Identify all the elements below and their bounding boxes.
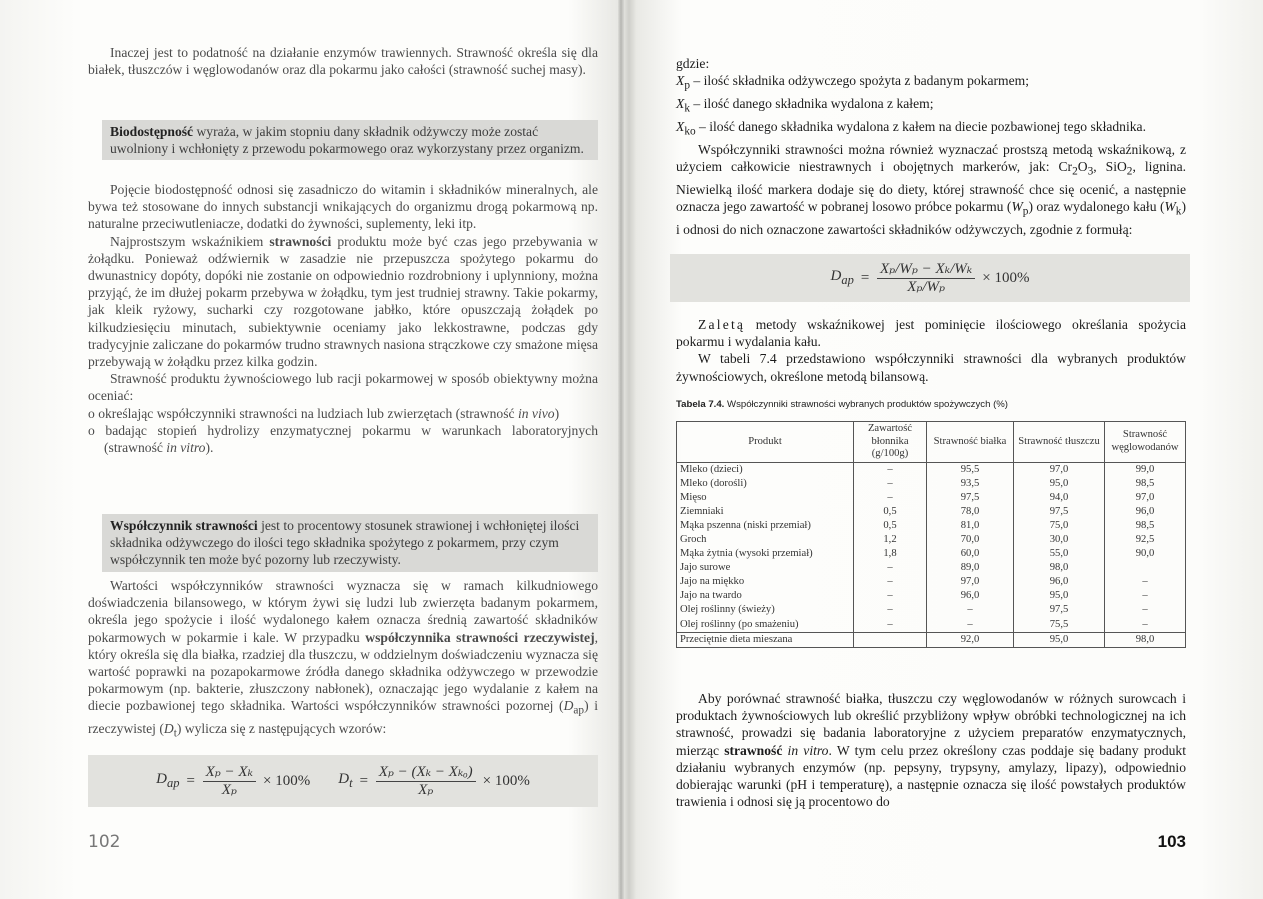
bullet2-c: ).: [205, 440, 214, 456]
right-p1: [676, 141, 1186, 238]
left-page: [88, 0, 598, 899]
bullet1-a: o określając współczynniki strawności na ludziach lub zwierzętach (strawność: [88, 405, 518, 421]
table-cell-value: 96,0: [1014, 575, 1105, 589]
table-cell-value: 1,8: [854, 547, 927, 561]
left-paragraph-5: [88, 577, 598, 743]
where-label: gdzie:: [676, 56, 710, 71]
rp1-b: 2: [1072, 165, 1078, 178]
table-row: [677, 505, 1186, 519]
table-row: [677, 589, 1186, 603]
left-p5-a: Wartości współczynników strawności wyznacza się w ramach kilkudniowego doświadczenia bilansowego, w którym żywi się ludzi lub zwierzęta badanym pokarmem, określa jego spożycie i ilość wydalonego kałem oznacza średnią zawartość składników pokarmowych w pokarmie i kale. W przypadku: [88, 578, 598, 645]
rp4-bold: strawność: [724, 742, 783, 758]
f3-lhs-sub: ap: [841, 273, 854, 287]
table-cell-value: 75,0: [1014, 519, 1105, 533]
left-p5-c: , który określa się dla białka, rzadziej dla tłuszczu, w oddzielnym doświadczeniu wyznacza się wartość poprawki na pozapokarmowe źródła danego składnika odżywczego w przewodzie pokarmowym (np. bakterie, złuszczony nabłonek), oznaczając jego wydalanie z kałem na diecie pozbawionej tego składnika. Wartości współczynników strawności pozornej (: [88, 629, 598, 714]
f1-fraction: [203, 764, 256, 799]
table-cell-value: –: [854, 462, 927, 477]
table-cell-value: –: [854, 491, 927, 505]
table-cell-value: –: [854, 589, 927, 603]
rp4-italic: in vitro: [782, 742, 829, 758]
table-cell-value: 55,0: [1014, 547, 1105, 561]
table-cell-value: 97,5: [1014, 603, 1105, 617]
table-row: [677, 561, 1186, 575]
def2-sub: ko: [684, 125, 696, 138]
f2-tail: × 100%: [482, 772, 530, 789]
rp1-k: W: [1164, 199, 1176, 215]
rp1-g: , lignina. Niewielką ilość markera dodaje się do diety, której strawność chce się ocenić, a następnie oznacza jego zawartość w pobranej losowo próbce pokarmu (: [676, 159, 1187, 215]
table-cell-value: 78,0: [927, 505, 1014, 519]
th-bialko: Strawność białka: [927, 422, 1014, 463]
table-cell-value: 0,5: [854, 505, 927, 519]
bullet1-c: ): [554, 405, 560, 421]
table-row: [677, 491, 1186, 505]
def0-sub: p: [684, 79, 690, 92]
table-cell-value: 95,0: [1014, 589, 1105, 603]
f1-lhs-sub: ap: [166, 776, 180, 790]
left-p2-text: Pojęcie biodostępność odnosi się zasadniczo do witamin i składników mineralnych, ale bywa też stosowane do innych substancji wnikających do organizmu drogą pokarmową np. naturalne przeciwutleniacze, dodatki do żywności, suplementy, leki itp.: [88, 182, 598, 232]
th-blonnik: Zawartość błonnika (g/100g): [854, 422, 927, 463]
f1-eq: =: [185, 772, 196, 789]
right-p3: W tabeli 7.4 przedstawiono współczynniki strawności dla wybranych produktów żywnościowych, określone metodą bilansową.: [676, 351, 1186, 384]
table-cell-value: 98,5: [1105, 519, 1186, 533]
table-row-total: [677, 632, 1186, 647]
table-cell-product: Jajo na miękko: [677, 575, 854, 589]
table-cell-value: 1,2: [854, 533, 927, 547]
caption-text: Współczynniki strawności wybranych produktów spożywczych (%): [724, 399, 1008, 410]
f3-eq: =: [859, 269, 871, 286]
table-row: [677, 575, 1186, 589]
table-cell-value: 95,0: [1014, 477, 1105, 491]
left-page-number: 102: [88, 832, 121, 852]
f2-lhs: [338, 771, 352, 791]
bullet2-italic: in vitro: [166, 440, 206, 456]
table-cell-value: 92,0: [927, 632, 1014, 647]
f1-lhs: [156, 771, 179, 791]
f3-num: Xₚ/Wₚ − Xₖ/Wₖ: [877, 261, 975, 279]
def-xp: [676, 72, 1186, 95]
table-cell-value: –: [854, 561, 927, 575]
table-cell-value: 98,5: [1105, 477, 1186, 491]
table-cell-value: 30,0: [1014, 533, 1105, 547]
digestibility-table: [676, 421, 1186, 648]
def1-sym: X: [676, 96, 685, 112]
table-cell-product: Groch: [677, 533, 854, 547]
table-cell-value: 96,0: [927, 589, 1014, 603]
table-cell-value: 98,0: [1014, 561, 1105, 575]
right-paragraphs-mid: [676, 316, 1186, 385]
table-cell-value: 94,0: [1014, 491, 1105, 505]
f1-tail: × 100%: [263, 772, 311, 789]
rp2-spaced: Zaletą: [698, 317, 746, 332]
table-cell-value: –: [1105, 603, 1186, 617]
table-cell-value: 96,0: [1105, 505, 1186, 519]
th-produkt: Produkt: [677, 422, 854, 463]
rp1-c: O: [1077, 159, 1088, 175]
table-cell-product: Jajo surowe: [677, 561, 854, 575]
bullet2-a: o badając stopień hydrolizy enzymatycznej pokarmu w warunkach laboratoryjnych (strawność: [88, 422, 598, 456]
bullet-in-vitro: [88, 422, 598, 456]
left-p3-c: produktu może być czas jego przebywania w żołądku. Ponieważ odźwiernik w zasadzie nie przepuszcza spożytego pokarmu do dwunastnicy dopóty, dopóki nie zostanie on odpowiednio rozdrobniony i uplynniony, można przyjąć, że im dłużej pokarm przebywa w żołądku, tym jest trudniej strawny. Takie pokarmy, jak kleik ryżowy, sucharki czy rozgotowane jabłko, które opuszczają żołądek po kilkudziesięciu minutach, subiektywnie oceniamy jako lekkostrawne, podczas gdy tradycyjnie zaliczane do pokarmów trudno strawnych nasiona strączkowe czy smażone mięsa przebywają w żołądku przez kilka godzin.: [88, 233, 598, 370]
f3-lhs-sym: D: [830, 268, 842, 284]
def-xko: [676, 118, 1186, 141]
left-p5-i: ) wylicza się z następujących wzorów:: [176, 721, 387, 737]
table-body: [677, 462, 1186, 647]
table-cell-value: 97,0: [927, 575, 1014, 589]
table-cell-product: Mleko (dzieci): [677, 462, 854, 477]
f2-den: Xₚ: [418, 781, 434, 798]
def2-sym: X: [676, 119, 685, 135]
left-p3: [88, 233, 598, 371]
box1-text: wyraża, w jakim stopniu dany składnik odżywczy może zostać uwolniony i wchłonięty z przewodu pokarmowego oraz wykorzystany przez organizm.: [110, 124, 584, 157]
table-cell-value: 92,5: [1105, 533, 1186, 547]
f2-lhs-sym: D: [338, 771, 350, 787]
table-cell-value: 99,0: [1105, 462, 1186, 477]
left-p1-text: Inaczej jest to podatność na działanie enzymów trawiennych. Strawność określa się dla białek, tłuszczów i węglowodanów oraz dla pokarmu jako całości (strawność suchej masy).: [88, 45, 598, 78]
table-row: [677, 533, 1186, 547]
table-cell-value: 81,0: [927, 519, 1014, 533]
bullet1-italic: in vivo: [517, 405, 555, 421]
box1-term: Biodostępność: [110, 124, 194, 139]
table-row: [677, 519, 1186, 533]
table-cell-value: –: [854, 575, 927, 589]
left-paragraph-1: [88, 44, 598, 78]
table-cell-value: 0,5: [854, 519, 927, 533]
formula-indicator-method: [670, 254, 1190, 302]
rp1-h: W: [1011, 199, 1023, 215]
def0-text: – ilość składnika odżywczego spożyta z badanym pokarmem;: [689, 73, 1029, 89]
table-cell-product: Ziemniaki: [677, 505, 854, 519]
left-p3-bold: strawności: [269, 233, 332, 249]
formula-dap-dt: [88, 755, 598, 807]
table-cell-value: 97,5: [927, 491, 1014, 505]
f1-lhs-sym: D: [156, 771, 167, 787]
f1-den: Xₚ: [221, 781, 237, 798]
table-row: [677, 477, 1186, 491]
left-p5-d: D: [563, 698, 574, 714]
table-cell-value: –: [854, 618, 927, 633]
left-p5-e: ap: [573, 705, 585, 718]
table-cell-value: [854, 632, 927, 647]
bullet-in-vivo: [88, 405, 598, 422]
def1-text: – ilość danego składnika wydalona z kałem;: [689, 96, 934, 112]
f3-fraction: [877, 261, 975, 296]
th-tluszcz: Strawność tłuszczu: [1014, 422, 1105, 463]
table-cell-value: –: [1105, 618, 1186, 633]
left-p3-a: Najprostszym wskaźnikiem: [110, 233, 270, 249]
table-cell-value: 90,0: [1105, 547, 1186, 561]
rp1-l: k: [1175, 206, 1182, 219]
table-cell-value: 95,0: [1014, 632, 1105, 647]
rp4-d: . W tym celu przez określony czas poddaje się badany produkt działaniu wybranych enzymów (np. pepsyny, trypsyny, amylazy, lipazy), odpowiednio dobierając warunki (pH i temperaturę), a następnie oznacza się ilość powstałych produktów trawienia i odnosi się ją procentowo do: [676, 742, 1186, 810]
rp4-a: Aby porównać strawność białka, tłuszczu czy węglowodanów w różnych surowcach i produktach żywnościowych lub określić przybliżony wpływ obróbki technologicznej na ich strawność, prowadzi się badania laboratoryjne z użyciem preparatów enzymatycznych, mierząc: [676, 691, 1186, 758]
table-cell-value: –: [1105, 575, 1186, 589]
table-row: [677, 462, 1186, 477]
table-cell-value: –: [927, 603, 1014, 617]
right-p4: [676, 690, 1186, 810]
f3-lhs: [831, 268, 854, 288]
rp2-b: metody wskaźnikowej jest pominięcie ilościowego określania spożycia pokarmu i wydalania kału.: [676, 317, 1186, 350]
caption-label: Tabela 7.4.: [676, 399, 725, 410]
rp1-m: ) i odnosi do nich oznaczone zawartości składników odżywczych, zgodnie z formułą:: [676, 199, 1186, 238]
f3-tail: × 100%: [982, 269, 1030, 286]
table-cell-product: Olej roślinny (po smażeniu): [677, 618, 854, 633]
box2-text: jest to procentowy stosunek strawionej i wchłoniętej ilości składnika odżywczego do ilości tego składnika spożytego z pokarmem, przy czym współczynnik ten może być pozorny lub rzeczywisty.: [110, 518, 580, 568]
def1-sub: k: [684, 102, 690, 115]
left-p5-f: ) i rzeczywistej (: [88, 698, 598, 737]
table-row: [677, 603, 1186, 617]
table-cell-product: Przeciętnie dieta mieszana: [677, 632, 854, 647]
right-paragraph-4: [676, 690, 1186, 810]
table-cell-value: [1105, 561, 1186, 575]
rp1-e: , SiO: [1093, 159, 1127, 175]
table-cell-value: –: [854, 603, 927, 617]
table-cell-value: –: [927, 618, 1014, 633]
table-cell-value: –: [854, 477, 927, 491]
f2-eq: =: [358, 772, 369, 789]
table-cell-value: 95,5: [927, 462, 1014, 477]
f2-lhs-sub: t: [349, 776, 353, 790]
rp1-d: 3: [1087, 165, 1094, 178]
right-page-number: 103: [1157, 832, 1186, 851]
left-paragraph-block: [88, 181, 598, 456]
rp1-a: Współczynniki strawności można również wyznaczać prostszą metodą wskaźnikową, z użyciem całkowicie niestrawnych i obojętnych markerów, jak: Cr: [676, 141, 1186, 175]
table-cell-product: Mięso: [677, 491, 854, 505]
def-xk: [676, 95, 1186, 118]
table-row: [677, 618, 1186, 633]
table-cell-product: Jajo na twardo: [677, 589, 854, 603]
table-header-row: [677, 422, 1186, 463]
table-cell-product: Olej roślinny (świeży): [677, 603, 854, 617]
table-caption: [676, 399, 1008, 410]
left-p5-h: t: [173, 728, 177, 741]
table-cell-product: Mleko (dorośli): [677, 477, 854, 491]
left-p5: [88, 577, 598, 743]
table-cell-value: 98,0: [1105, 632, 1186, 647]
f2-num: Xₚ − (Xₖ − Xₖₒ): [376, 764, 476, 782]
table-cell-product: Mąka żytnia (wysoki przemiał): [677, 547, 854, 561]
left-p5-g: D: [163, 721, 174, 737]
box2-term: Współczynnik strawności: [110, 518, 258, 533]
table-cell-value: 93,5: [927, 477, 1014, 491]
left-p4-text: Strawność produktu żywnościowego lub racji pokarmowej w sposób obiektywny można oceniać:: [88, 371, 598, 404]
table-cell-value: 97,0: [1014, 462, 1105, 477]
table-cell-value: 60,0: [927, 547, 1014, 561]
f1-num: Xₚ − Xₖ: [203, 764, 256, 782]
table-cell-value: 89,0: [927, 561, 1014, 575]
book-gutter: [618, 0, 624, 899]
definition-box-biodostepnosc: [102, 120, 598, 160]
def0-sym: X: [676, 73, 685, 89]
table-cell-value: 97,0: [1105, 491, 1186, 505]
th-weglowodany: Strawność węglowodanów: [1105, 422, 1186, 463]
f2-fraction: [376, 764, 476, 799]
left-p5-bold: współczynnika strawności rzeczywistej: [365, 629, 595, 645]
def2-text: – ilość danego składnika wydalona z kałem na diecie pozbawionej tego składnika.: [695, 119, 1146, 135]
table-cell-value: 70,0: [927, 533, 1014, 547]
right-p2: [676, 316, 1186, 350]
table-cell-product: Mąka pszenna (niski przemiał): [677, 519, 854, 533]
rp1-f: 2: [1126, 165, 1133, 178]
rp1-i: p: [1022, 206, 1029, 219]
table-cell-value: 75,5: [1014, 618, 1105, 633]
right-page: [676, 0, 1186, 899]
table-cell-value: –: [1105, 589, 1186, 603]
definition-box-wspolczynnik: [102, 514, 598, 572]
table-cell-value: 97,5: [1014, 505, 1105, 519]
right-definitions: [676, 55, 1186, 238]
rp1-j: ) oraz wydalonego kału (: [1028, 199, 1165, 215]
f3-den: Xₚ/Wₚ: [907, 278, 946, 295]
table-row: [677, 547, 1186, 561]
